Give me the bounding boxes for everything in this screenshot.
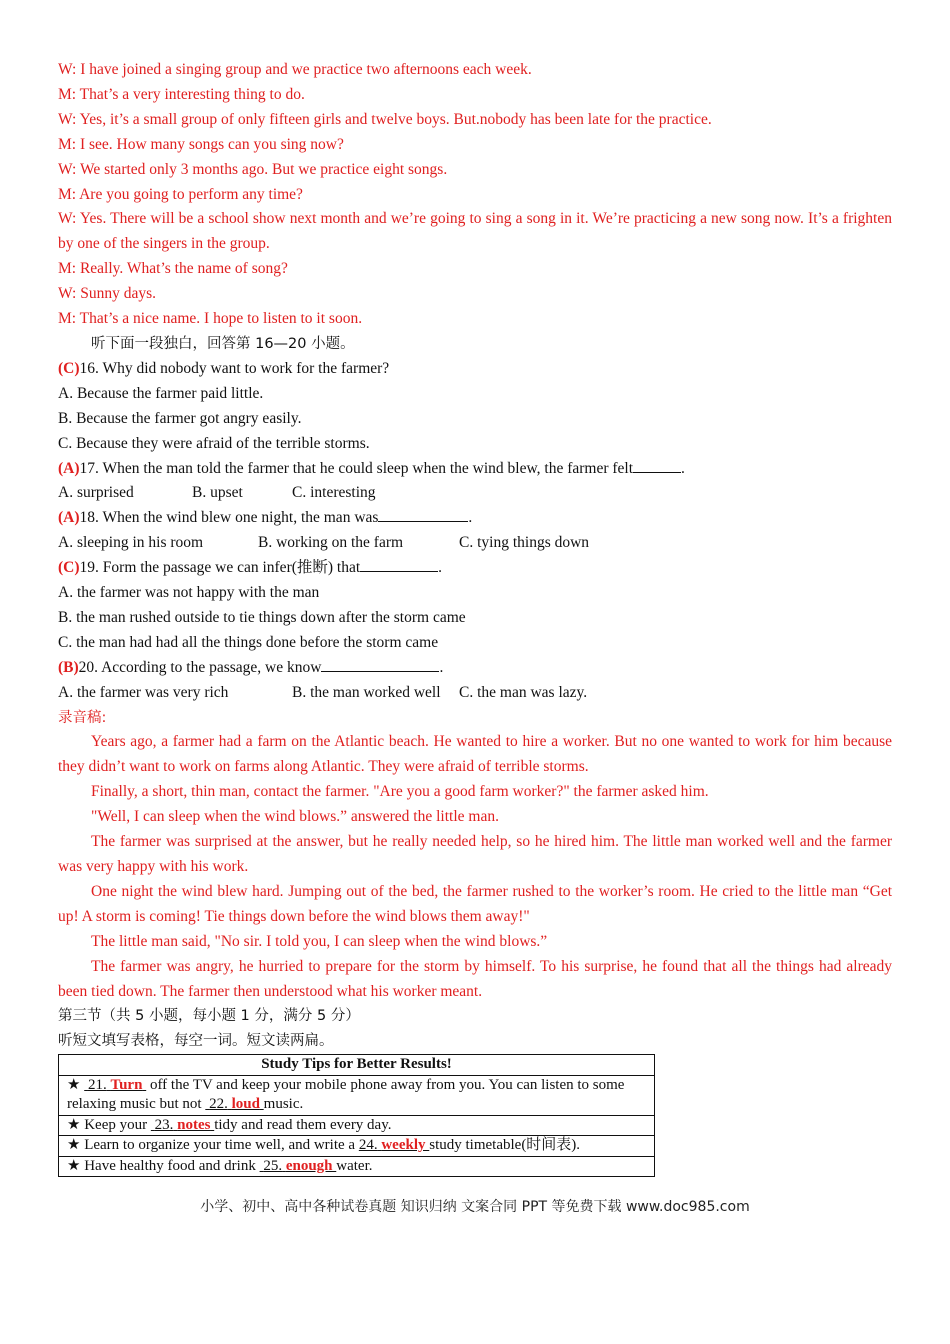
section-instruction: 听短文填写表格，每空一词。短文读两扁。: [58, 1033, 334, 1050]
dialogue-line: M: Really. What’s the name of song?: [58, 260, 288, 278]
options-row: [58, 531, 892, 556]
star-icon: ★: [67, 1157, 81, 1174]
question-20: [58, 656, 892, 681]
answer-key: (B): [58, 658, 79, 676]
fill-blank-22: [205, 1096, 263, 1112]
blank-answer: weekly: [381, 1137, 426, 1154]
table-row: [59, 1136, 655, 1157]
star-icon: ★: [67, 1137, 81, 1154]
blank-answer: loud: [231, 1096, 260, 1113]
question-18: [58, 506, 892, 531]
dialogue-line: M: That’s a very interesting thing to do.: [58, 85, 305, 103]
option: C. the man had had all the things done before the storm came: [58, 633, 439, 651]
option: C. the man was lazy.: [459, 683, 588, 701]
question-stem: 18. When the wind blew one night, the man was: [79, 509, 379, 527]
fill-blank-24: [359, 1137, 429, 1153]
answer-key: (C): [58, 559, 80, 577]
cell-text: Have healthy food and drink: [84, 1157, 256, 1174]
page-footer: 小学、初中、高中各种试卷真题 知识归纳 文案合同 PPT 等免费下载 www.doc985.com: [200, 1199, 750, 1215]
transcript-paragraph: Finally, a short, thin man, contact the farmer. "Are you a good farm worker?" the farmer asked him.: [91, 783, 709, 801]
option: A. the farmer was very rich: [58, 683, 229, 701]
dialogue-line: W: We started only 3 months ago. But we practice eight songs.: [58, 160, 448, 178]
blank-answer: Turn: [110, 1076, 143, 1093]
table-header: Study Tips for Better Results!: [59, 1055, 655, 1076]
dialogue: [58, 58, 892, 332]
blank-number: 24.: [358, 1137, 378, 1154]
transcript-paragraph: The farmer was angry, he hurried to prepare for the storm by himself. To his surprise, he found that all the things had already been tied down. The farmer then understood what his worker meant.: [58, 957, 892, 1000]
dialogue-line: W: Yes, it’s a small group of only fifteen girls and twelve boys. But.nobody has been late for the practice.: [58, 110, 712, 128]
fill-blank-23: [151, 1117, 214, 1133]
option: B. the man worked well: [292, 683, 441, 701]
answer-key: (C): [58, 359, 80, 377]
blank-number: 25.: [263, 1157, 283, 1174]
question-19: [58, 556, 892, 581]
table-row: [59, 1075, 655, 1115]
option: A. the farmer was not happy with the man: [58, 584, 320, 602]
option: C. tying things down: [459, 534, 590, 552]
option: A. surprised: [58, 484, 134, 502]
star-icon: ★: [67, 1116, 81, 1133]
fill-blank-25: [260, 1158, 337, 1174]
blank-number: 21.: [87, 1076, 107, 1093]
question-stem: 20. According to the passage, we know: [78, 658, 322, 676]
blank-number: 23.: [154, 1116, 174, 1133]
dialogue-line: W: Yes. There will be a school show next month and we’re going to sing a song in it. We’re practicing a new song now. It’s a frighten by one of the singers in the group.: [58, 210, 892, 253]
table-cell: [59, 1156, 655, 1177]
section-intro: 听下面一段独白，回答第 16—20 小题。: [91, 335, 355, 352]
question-end: .: [468, 509, 473, 527]
study-tips-table: [58, 1054, 655, 1177]
answer-key: (A): [58, 509, 80, 527]
answer-blank: [378, 506, 468, 522]
question-stem: 16. Why did nobody want to work for the farmer?: [79, 359, 390, 377]
table-row: [59, 1156, 655, 1177]
section-title: 第三节（共 5 小题，每小题 1 分，满分 5 分）: [58, 1008, 360, 1025]
cell-text: water.: [336, 1157, 373, 1174]
star-icon: ★: [67, 1076, 81, 1093]
transcript-paragraph: Years ago, a farmer had a farm on the Atlantic beach. He wanted to hire a worker. But no one wanted to work for him because they didn’t want to work on farms along Atlantic. They were afraid of terrible storms.: [58, 733, 892, 776]
option: B. working on the farm: [258, 534, 404, 552]
blank-answer: enough: [285, 1157, 333, 1174]
fill-blank-21: [84, 1077, 146, 1093]
table-row: [59, 1115, 655, 1136]
question-17: [58, 457, 892, 482]
option: B. Because the farmer got angry easily.: [58, 409, 302, 427]
option: C. interesting: [292, 484, 376, 502]
dialogue-line: M: Are you going to perform any time?: [58, 185, 303, 203]
transcript-paragraph: The little man said, "No sir. I told you, I can sleep when the wind blows.”: [91, 932, 548, 950]
options-row: [58, 681, 892, 706]
question-end: .: [439, 658, 444, 676]
cell-text: Learn to organize your time well, and write a: [84, 1137, 356, 1154]
cell-text: study timetable(时间表).: [429, 1137, 581, 1154]
dialogue-line: W: I have joined a singing group and we practice two afternoons each week.: [58, 61, 532, 78]
cell-text: tidy and read them every day.: [214, 1116, 392, 1133]
option: A. Because the farmer paid little.: [58, 384, 264, 402]
dialogue-line: M: That’s a nice name. I hope to listen to it soon.: [58, 310, 363, 328]
document-page: [58, 58, 892, 1177]
option: B. upset: [192, 484, 243, 502]
option: B. the man rushed outside to tie things down after the storm came: [58, 608, 466, 626]
transcript-paragraph: One night the wind blew hard. Jumping out of the bed, the farmer rushed to the worker’s room. He cried to the little man “Get up! A storm is coming! Tie things down before the wind blows them away!": [58, 882, 892, 925]
table-cell: [59, 1136, 655, 1157]
cell-text: off the TV and keep your mobile phone away from you. You can listen to some relaxing music but not: [67, 1076, 625, 1113]
transcript: [58, 730, 892, 1004]
transcript-paragraph: The farmer was surprised at the answer, but he really needed help, so he hired him. The little man worked well and the farmer was very happy with his work.: [58, 833, 892, 875]
option: A. sleeping in his room: [58, 534, 204, 552]
answer-blank: [633, 457, 681, 473]
question-end: .: [681, 459, 685, 477]
question-stem: 19. Form the passage we can infer(推断) that: [79, 559, 361, 577]
answer-key: (A): [58, 459, 80, 477]
blank-number: 22.: [209, 1096, 228, 1113]
dialogue-line: W: Sunny days.: [58, 285, 157, 303]
cell-text: music.: [263, 1096, 304, 1113]
table-cell: [59, 1115, 655, 1136]
table-cell: [59, 1075, 655, 1115]
answer-blank: [360, 556, 438, 572]
options-row: [58, 481, 892, 506]
dialogue-line: M: I see. How many songs can you sing now?: [58, 135, 344, 153]
question-16: [58, 357, 892, 382]
question-end: .: [438, 559, 443, 577]
transcript-label: 录音稿:: [58, 709, 107, 726]
option: C. Because they were afraid of the terrible storms.: [58, 434, 370, 452]
answer-blank: [321, 656, 439, 672]
blank-answer: notes: [177, 1116, 211, 1133]
question-stem: 17. When the man told the farmer that he could sleep when the wind blew, the farmer felt: [79, 459, 634, 477]
transcript-paragraph: "Well, I can sleep when the wind blows.” answered the little man.: [91, 808, 499, 826]
cell-text: Keep your: [84, 1116, 148, 1133]
